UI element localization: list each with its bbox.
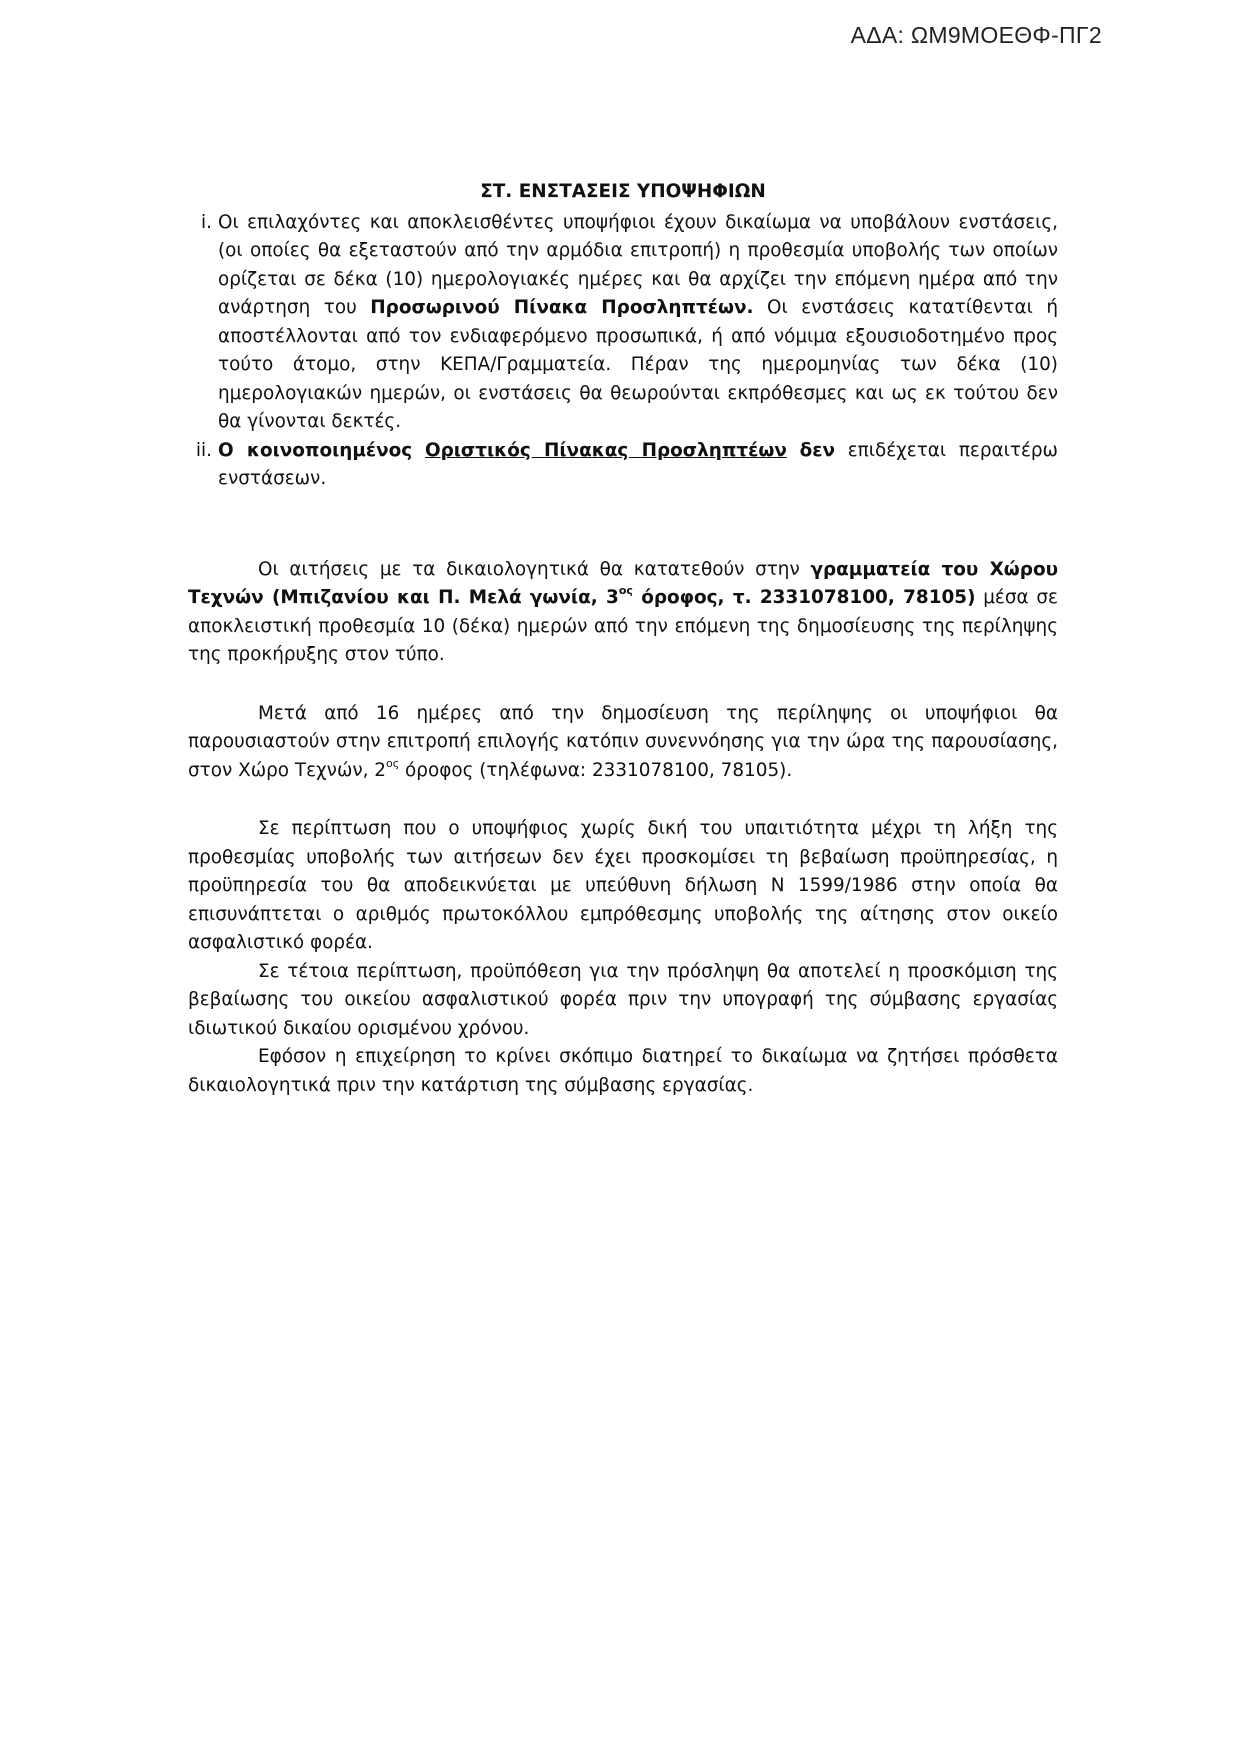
item-text: Οι ενστάσεις κατατίθενται ή αποστέλλονται από τον ενδιαφερόμενο προσωπικά, ή από νόμιμα εξουσιοδοτημένο προς τούτο άτομο, στην ΚΕΠΑ/Γραμματεία. Πέραν της ημερομηνίας των δέκα (10) ημερολογιακών ημερών, οι ενστάσεις θα θεωρούνται εκπρόθεσμες και ως εκ τούτου δεν θα γίνονται δεκτές. [218,297,1059,432]
item-bold-text: Προσωρινού Πίνακα Προσληπτέων. [370,297,754,318]
para-bold-text: γραμματεία του Χώρου Τεχνών (Μπιζανίου και Π. Μελά γωνία, 3 [188,558,1058,608]
item-bold-text: δεν [799,439,835,461]
paragraph-precondition: Σε τέτοια περίπτωση, προϋπόθεση για την πρόσληψη θα αποτελεί η προσκόμιση της βεβαίωσης του οικείου ασφαλιστικού φορέα πριν την υπογραφή της σύμβασης εργασίας ιδιωτικού δικαίου ορισμένου χρόνου. [188,960,1058,1039]
list-number: i. [201,211,212,233]
paragraph-additional-documents: Εφόσον η επιχείρηση το κρίνει σκόπιμο διατηρεί το δικαίωμα να ζητήσει πρόσθετα δικαιολογητικά πριν την κατάρτιση της σύμβασης εργασίας. [188,1046,1058,1096]
item-text: Οι επιλαχόντες και αποκλεισθέντες υποψήφιοι έχουν δικαίωμα να υποβάλουν ενστάσεις, (οι οποίες θα εξεταστούν από την αρμόδια επιτροπή) η προθεσμία υποβολής των οποίων ορίζεται σε δέκα (10) ημερολογιακές ημέρες και θα αρχίζει την επόμενη ημέρα από την ανάρτηση του [218,211,1058,318]
para-text: μέσα σε αποκλειστική προθεσμία 10 (δέκα) ημερών από την επόμενη της δημοσίευσης της περίληψης της προκήρυξης στον τύπο. [188,587,1058,665]
document-body [188,178,1058,1100]
ada-code: ΑΔΑ: ΩΜ9ΜΟΕΘΦ-ΠΓ2 [850,22,1102,48]
list-item-i [188,209,1058,437]
para-text: όροφος (τηλέφωνα: 2331078100, 78105). [399,759,793,781]
list-item-ii [188,437,1058,494]
superscript: ος [618,584,633,597]
paragraph-experience: Σε περίπτωση που ο υποψήφιος χωρίς δική του υπαιτιότητα μέχρι τη λήξη της προθεσμίας υποβολής των αιτήσεων δεν έχει προσκομίσει τη βεβαίωση προϋπηρεσίας, η προϋπηρεσία του θα αποδεικνύεται με υπεύθυνη δήλωση Ν 1599/1986 στην οποία θα επισυνάπτεται ο αριθμός πρωτοκόλλου εμπρόθεσμης υποβολής της αίτησης στον οικείο ασφαλιστικό φορέα. [188,818,1058,953]
para-text: Οι αιτήσεις με τα δικαιολογητικά θα κατατεθούν στην [258,558,811,580]
list-number: ii. [195,439,212,461]
item-underlined-text: Οριστικός Πίνακας Προσληπτέων [424,439,787,461]
paragraph-interview [188,700,1058,786]
item-text: επιδέχεται περαιτέρω ενστάσεων. [218,439,1058,489]
para-text: Μετά από 16 ημέρες από την δημοσίευση της περίληψης οι υποψήφιοι θα παρουσιαστούν στην επιτροπή επιλογής κατόπιν συνεννόησης για την ώρα της παρουσίασης, στον Χώρο Τεχνών, 2 [188,702,1058,781]
paragraph-applications [188,556,1058,670]
superscript: ος [386,756,400,770]
para-bold-text: όροφος, τ. 2331078100, 78105) [632,587,976,608]
section-heading: ΣΤ. ΕΝΣΤΑΣΕΙΣ ΥΠΟΨΗΦΙΩΝ [480,181,766,202]
item-bold-text: Ο κοινοποιημένος [218,439,413,461]
